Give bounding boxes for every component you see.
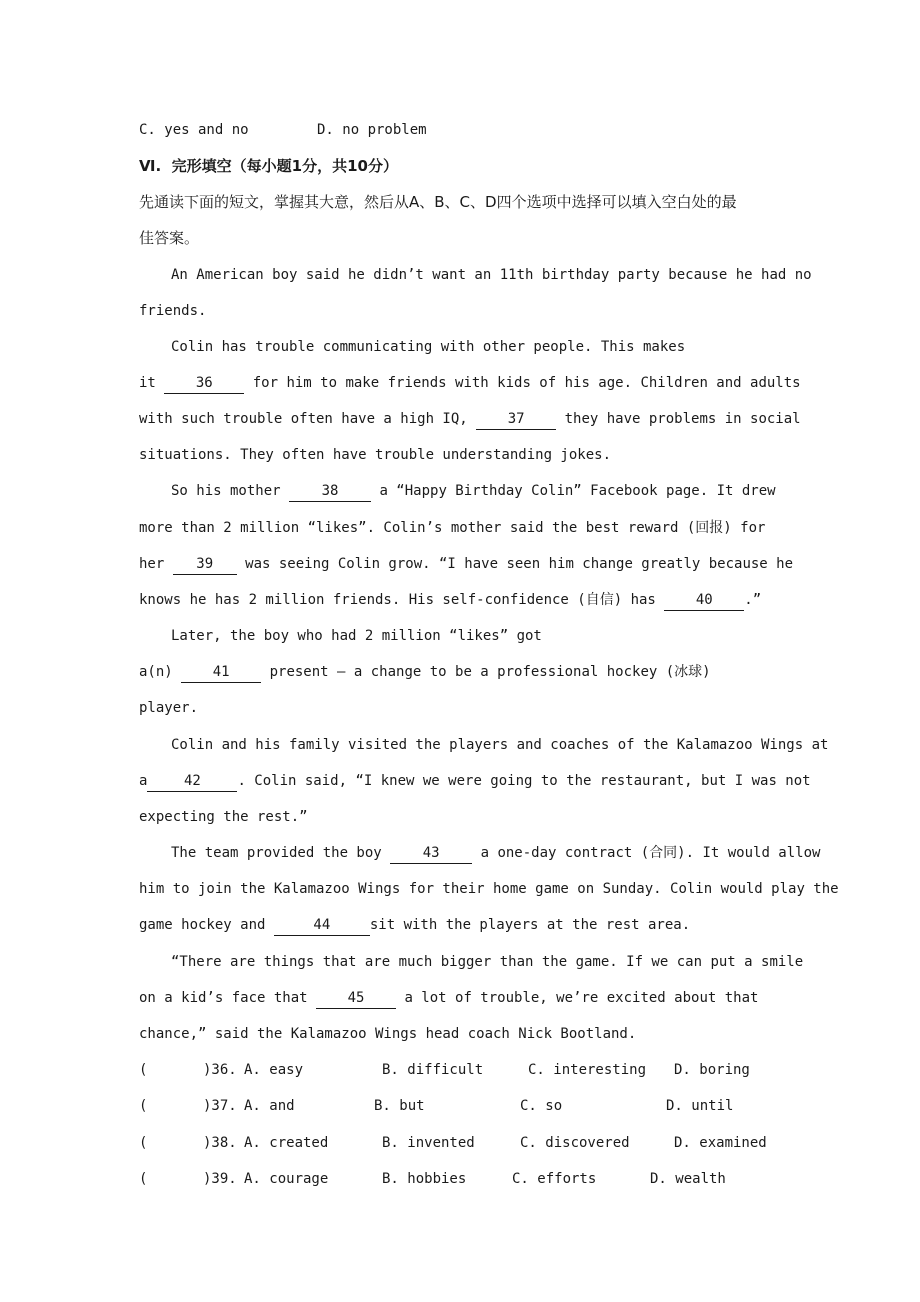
question-number: )39. (203, 1171, 237, 1187)
passage-line (171, 843, 820, 864)
passage-line (139, 915, 690, 936)
passage-text: The team provided the boy (171, 845, 391, 861)
blank-43: 43 (390, 845, 472, 864)
passage-text: a (139, 773, 148, 789)
option-b: B. but (374, 1098, 425, 1114)
question-number: )38. (203, 1135, 237, 1151)
option-a: A. and (244, 1098, 295, 1114)
blank-41: 41 (181, 664, 261, 683)
passage-text: for him to make friends with kids of his age. Children and adults (244, 375, 801, 391)
blank-44: 44 (274, 917, 370, 936)
passage-line: expecting the rest.” (139, 809, 308, 825)
passage-line: more than 2 million “likes”. Colin’s mother said the best reward (回报) for (139, 520, 766, 536)
prev-option-d: D. no problem (317, 122, 427, 138)
option-d: D. examined (674, 1135, 767, 1151)
passage-line: Colin has trouble communicating with other people. This makes (171, 339, 686, 355)
answer-paren: ( (139, 1171, 148, 1187)
passage-line: chance,” said the Kalamazoo Wings head coach Nick Bootland. (139, 1026, 637, 1042)
passage-line: player. (139, 700, 199, 716)
passage-text: a(n) (139, 664, 182, 680)
answer-paren: ( (139, 1098, 148, 1114)
option-b: B. hobbies (382, 1171, 467, 1187)
passage-line (139, 662, 711, 683)
passage-text: they have problems in social (556, 411, 801, 427)
passage-line: him to join the Kalamazoo Wings for their home game on Sunday. Colin would play the (139, 881, 839, 897)
passage-text: with such trouble often have a high IQ, (139, 411, 477, 427)
passage-line (171, 481, 776, 502)
passage-line (139, 373, 801, 394)
passage-text: her (139, 556, 173, 572)
passage-line (139, 590, 761, 611)
passage-text: knows he has 2 million friends. His self-confidence (自信) has (139, 592, 665, 608)
passage-text: it (139, 375, 165, 391)
instruction-line-1: 先通读下面的短文，掌握其大意，然后从A、B、C、D四个选项中选择可以填入空白处的最 (139, 193, 737, 211)
passage-line: An American boy said he didn’t want an 11th birthday party because he had no (171, 267, 812, 283)
option-a: A. courage (244, 1171, 329, 1187)
passage-line (139, 771, 811, 792)
prev-option-c: C. yes and no (139, 122, 249, 138)
blank-39: 39 (173, 556, 237, 575)
passage-text: present — a change to be a professional hockey (冰球) (261, 664, 711, 680)
section-heading: Ⅵ. 完形填空（每小题1分，共10分） (139, 157, 398, 175)
passage-text: a “Happy Birthday Colin” Facebook page. It drew (371, 483, 776, 499)
answer-paren: ( (139, 1135, 148, 1151)
instruction-line-2: 佳答案。 (139, 229, 200, 247)
question-number: )37. (203, 1098, 237, 1114)
answer-paren: ( (139, 1062, 148, 1078)
option-c: C. interesting (528, 1062, 647, 1078)
blank-40: 40 (664, 592, 744, 611)
passage-text: So his mother (171, 483, 290, 499)
passage-line: friends. (139, 303, 207, 319)
passage-line: situations. They often have trouble understanding jokes. (139, 447, 612, 463)
passage-text: a lot of trouble, we’re excited about that (396, 990, 759, 1006)
passage-text: was seeing Colin grow. “I have seen him change greatly because he (236, 556, 794, 572)
passage-line: Later, the boy who had 2 million “likes” got (171, 628, 542, 644)
option-c: C. efforts (512, 1171, 597, 1187)
passage-text: game hockey and (139, 917, 274, 933)
passage-text: a one-day contract (合同). It would allow (472, 845, 821, 861)
option-a: A. created (244, 1135, 329, 1151)
blank-37: 37 (476, 411, 556, 430)
passage-line: “There are things that are much bigger than the game. If we can put a smile (171, 954, 804, 970)
question-number: )36. (203, 1062, 237, 1078)
passage-text: on a kid’s face that (139, 990, 317, 1006)
option-b: B. difficult (382, 1062, 484, 1078)
passage-text: .” (744, 592, 762, 608)
blank-38: 38 (289, 483, 371, 502)
passage-line (139, 554, 793, 575)
passage-line (139, 409, 801, 430)
passage-text: sit with the players at the rest area. (369, 917, 691, 933)
option-c: C. discovered (520, 1135, 630, 1151)
blank-36: 36 (164, 375, 244, 394)
option-d: D. until (666, 1098, 734, 1114)
passage-line: Colin and his family visited the players and coaches of the Kalamazoo Wings at (171, 737, 829, 753)
option-c: C. so (520, 1098, 563, 1114)
passage-line (139, 988, 758, 1009)
option-a: A. easy (244, 1062, 304, 1078)
option-d: D. boring (674, 1062, 750, 1078)
blank-45: 45 (316, 990, 396, 1009)
blank-42: 42 (147, 773, 237, 792)
option-d: D. wealth (650, 1171, 726, 1187)
passage-text: . Colin said, “I knew we were going to the restaurant, but I was not (237, 773, 811, 789)
option-b: B. invented (382, 1135, 475, 1151)
